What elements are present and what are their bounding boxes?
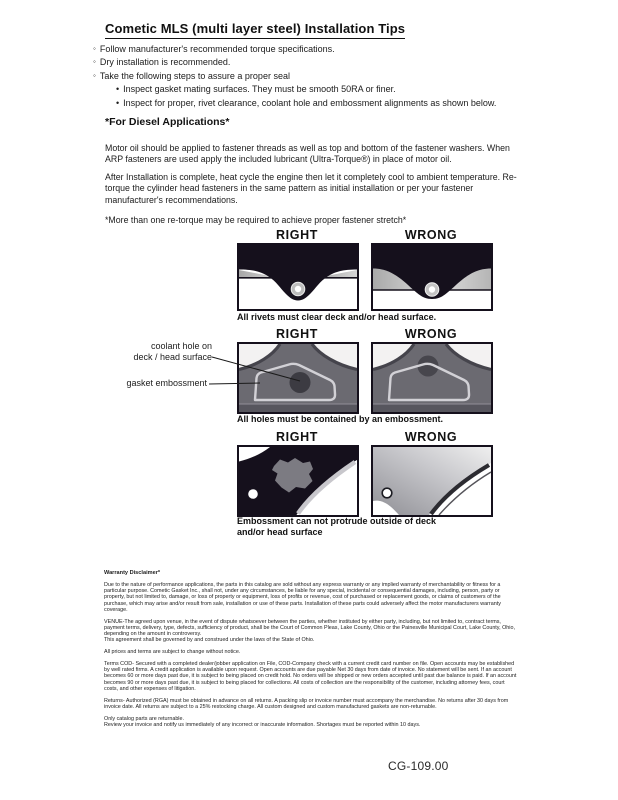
row2-wrong-label: WRONG — [404, 327, 458, 341]
embossment-deck-right-diagram — [237, 445, 359, 517]
tip-text: Take the following steps to assure a proper seal — [99, 70, 290, 81]
row1-caption: All rivets must clear deck and/or head surface. — [237, 312, 437, 322]
retorque-note: *More than one re-torque may be required to achieve proper fastener stretch* — [105, 214, 407, 225]
rivet-clearance-wrong-diagram — [371, 243, 493, 311]
gasket-photo-illustration — [373, 344, 491, 412]
list-item — [93, 97, 523, 110]
gasket-photo-illustration — [239, 344, 357, 412]
tip-text: Inspect for proper, rivet clearance, coolant hole and embossment alignments as shown below. — [123, 97, 497, 108]
row2-caption: All holes must be contained by an embossment. — [237, 414, 444, 424]
tip-text: Follow manufacturer's recommended torque specifications. — [99, 44, 335, 54]
hole-embossment-wrong-diagram — [371, 342, 493, 414]
embossment-deck-wrong-diagram — [371, 445, 493, 517]
list-item — [93, 70, 523, 83]
coolant-hole-callout: coolant hole on deck / head surface — [133, 341, 212, 362]
row3-wrong-label: WRONG — [404, 430, 458, 444]
bullet-icon: ◦ — [93, 44, 96, 53]
row3-caption: Embossment can not protrude outside of deck and/or head surface — [237, 516, 437, 537]
row3-right-label: RIGHT — [276, 430, 318, 444]
bullet-icon: ◦ — [93, 57, 96, 67]
legal-paragraph: Review your invoice and notify us immediately of any incorrect or inaccurate information. Shortages must be reported within 10 days. — [104, 721, 421, 728]
legal-paragraph: Terms COD- Secured with a completed dealer/jobber application on File, COD-Company check with a current credit card number on file. Open accounts may be established by well rated firms. A credit application is available upon request. Open accounts are due payable Net 30 days from date of invoice. No statement will be sent. If an account becomes 60 or more days past due, it is subject to being placed on credit hold. No orders will be shipped or new orders accepted until past due balance is paid. If an account becomes 90 or more days past due, it is subject to being placed for collections. All costs of collection are the responsibility of the customer, including attorney fees, court costs, and other expenses of litigation. — [104, 661, 517, 692]
hole-embossment-right-diagram — [237, 342, 359, 414]
tip-text: Inspect gasket mating surfaces. They must be smooth 50RA or finer. — [123, 84, 396, 95]
bullet-icon: • — [116, 84, 120, 95]
diesel-applications-heading: *For Diesel Applications* — [105, 116, 230, 128]
installation-tips-list — [93, 43, 523, 110]
bullet-icon: • — [116, 97, 120, 108]
tip-text: Dry installation is recommended. — [99, 57, 231, 68]
gasket-cross-section-illustration — [239, 245, 357, 309]
gasket-embossment-callout: gasket embossment — [126, 378, 207, 388]
row1-right-label: RIGHT — [276, 228, 318, 242]
bullet-icon: ◦ — [93, 70, 96, 80]
warranty-disclaimer-section — [104, 570, 518, 734]
page-title: Cometic MLS (multi layer steel) Installation Tips — [105, 21, 405, 39]
rivet-clearance-right-diagram — [237, 243, 359, 311]
warranty-disclaimer-heading: Warranty Disclaimer* — [104, 570, 161, 576]
legal-paragraph: This agreement shall be governed by and construed under the laws of the State of Ohio. — [104, 637, 315, 644]
list-item — [93, 83, 523, 96]
legal-paragraph: VENUE-The agreed upon venue, in the event of dispute whatsoever between the parties, whether instituted by either party, including, but not limited to, contract terms, payment terms, delivery, type, defects, sufficiency of product, shall be the Court of Common Pleas, Lake County, Ohio or the Painesville Municipal Court, Lake County, Ohio, depending on the amount in controversy. — [104, 618, 515, 638]
legal-paragraph: Due to the nature of performance applications, the parts in this catalog are sold without any express warranty or any implied warranty of merchantability or fitness for a particular purpose. Cometic Gasket Inc., shall not, under any circumstances, be liable for any special, incidental or consequential damages, including, person, party or property, but not limited to, damage, or loss of property or equipment, loss of profits or revenue, cost of purchased or replacement goods, or claims of customers of the purchase, which may arise and/or result from sale, installation or use of these parts. Installation of these parts could adversely affect the motor manufacturers warranty coverage. — [104, 582, 501, 613]
gasket-band-illustration — [239, 447, 357, 515]
list-item — [93, 43, 523, 56]
legal-paragraph: All prices and terms are subject to change without notice. — [104, 649, 241, 656]
diesel-paragraph-2: After Installation is complete, heat cycle the engine then let it completely cool to ambient temperature. Re-torque the cylinder head fasteners in the same pattern as initial installation or per your fastener manufacturer's recommendations. — [105, 171, 517, 205]
row1-wrong-label: WRONG — [404, 228, 458, 242]
legal-paragraph: Returns- Authorized (RGA) must be obtained in advance on all returns. A packing slip or invoice number must accompany the merchandise. No returns after 30 days from invoice date. All returns are subject to a 25% restocking charge. All custom designed and custom manufactured gaskets are non-returnable. — [104, 697, 509, 710]
diesel-paragraph-1: Motor oil should be applied to fastener threads as well as top and bottom of the fastener washers. When ARP fasteners are used apply the included lubricant (Ultra-Torque®) in place of motor oil. — [105, 142, 510, 165]
row2-right-label: RIGHT — [276, 327, 318, 341]
list-item — [93, 56, 523, 69]
legal-paragraph: Only catalog parts are returnable. — [104, 715, 185, 722]
gasket-cross-section-illustration — [373, 245, 491, 309]
page-code: CG-109.00 — [388, 759, 449, 773]
gasket-band-illustration — [373, 447, 491, 515]
